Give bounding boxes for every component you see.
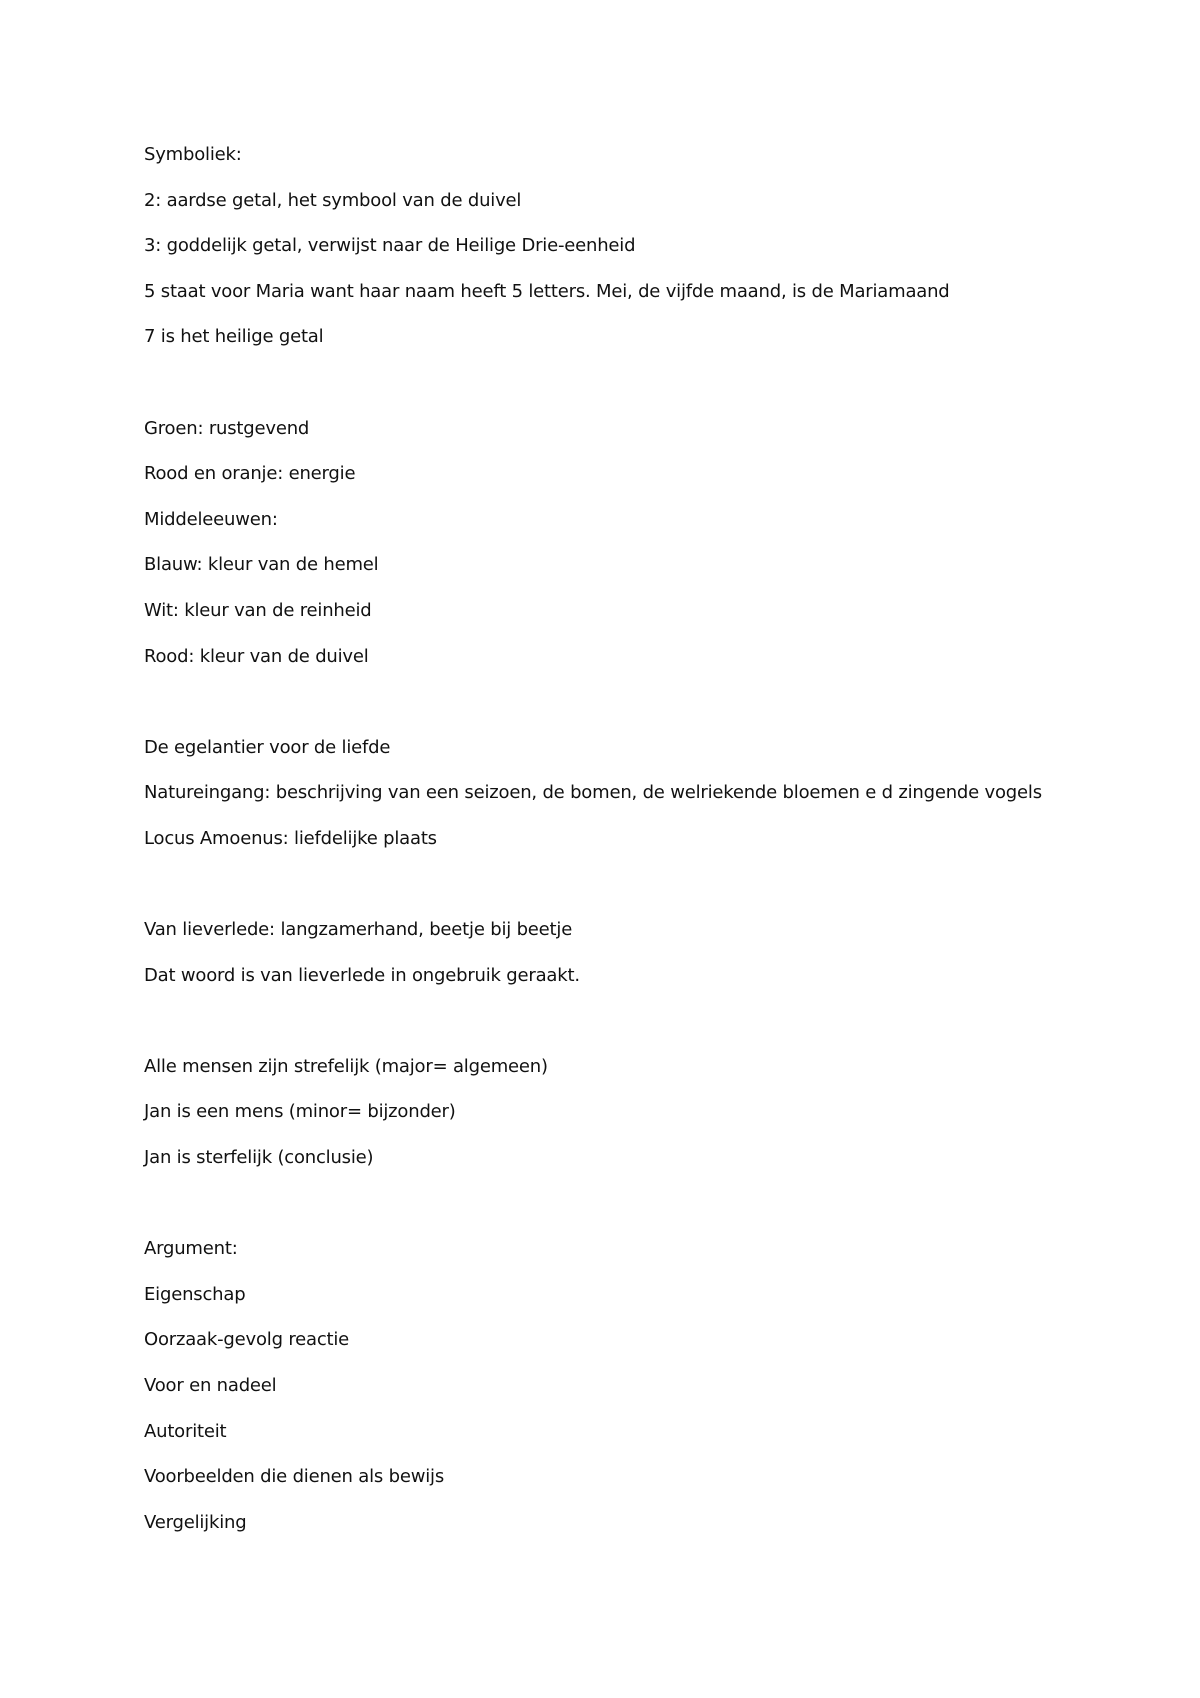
list-item: Autoriteit: [144, 1420, 227, 1442]
heading-argument: Argument:: [144, 1238, 238, 1260]
section-syllogisme: [144, 1055, 1104, 1192]
section-argument: [144, 1237, 1104, 1556]
text-line: 7 is het heilige getal: [144, 326, 324, 348]
empty-paragraph: [144, 1192, 1104, 1238]
text-line: Jan is sterfelijk (conclusie): [144, 1147, 374, 1169]
text-line: Locus Amoenus: liefdelijke plaats: [144, 827, 437, 849]
text-line: Van lieverlede: langzamerhand, beetje bij beetje: [144, 919, 573, 941]
text-line: Rood en oranje: energie: [144, 463, 356, 485]
section-kleuren: [144, 417, 1104, 691]
empty-paragraph: [144, 690, 1104, 736]
text-line: Dat woord is van lieverlede in ongebruik geraakt.: [144, 964, 580, 986]
empty-paragraph: [144, 873, 1104, 919]
text-line: Natureingang: beschrijving van een seizoen, de bomen, de welriekende bloemen e d zingende vogels: [144, 782, 1042, 804]
text-line: 5 staat voor Maria want haar naam heeft 5 letters. Mei, de vijfde maand, is de Mariamaand: [144, 280, 950, 302]
list-item: Vergelijking: [144, 1511, 247, 1533]
text-line: 2: aardse getal, het symbool van de duivel: [144, 189, 522, 211]
text-line: Wit: kleur van de reinheid: [144, 599, 372, 621]
text-line: Jan is een mens (minor= bijzonder): [144, 1101, 456, 1123]
text-line: Alle mensen zijn strefelijk (major= algemeen): [144, 1055, 548, 1077]
section-symboliek: [144, 143, 1104, 371]
list-item: Oorzaak-gevolg reactie: [144, 1329, 350, 1351]
text-line: 3: goddelijk getal, verwijst naar de Heilige Drie-eenheid: [144, 235, 636, 257]
document-body: [144, 143, 1104, 1556]
empty-paragraph: [144, 1009, 1104, 1055]
text-line: Blauw: kleur van de hemel: [144, 554, 379, 576]
heading-symboliek: Symboliek:: [144, 144, 242, 165]
text-line: Groen: rustgevend: [144, 417, 310, 439]
text-line: Rood: kleur van de duivel: [144, 645, 369, 667]
list-item: Eigenschap: [144, 1283, 246, 1305]
heading-middeleeuwen: Middeleeuwen:: [144, 508, 278, 530]
list-item: Voor en nadeel: [144, 1375, 277, 1397]
list-item: Voorbeelden die dienen als bewijs: [144, 1466, 445, 1488]
empty-paragraph: [144, 371, 1104, 417]
text-line: De egelantier voor de liefde: [144, 736, 391, 758]
section-lieverlede: [144, 918, 1104, 1009]
section-egelantier: [144, 736, 1104, 873]
